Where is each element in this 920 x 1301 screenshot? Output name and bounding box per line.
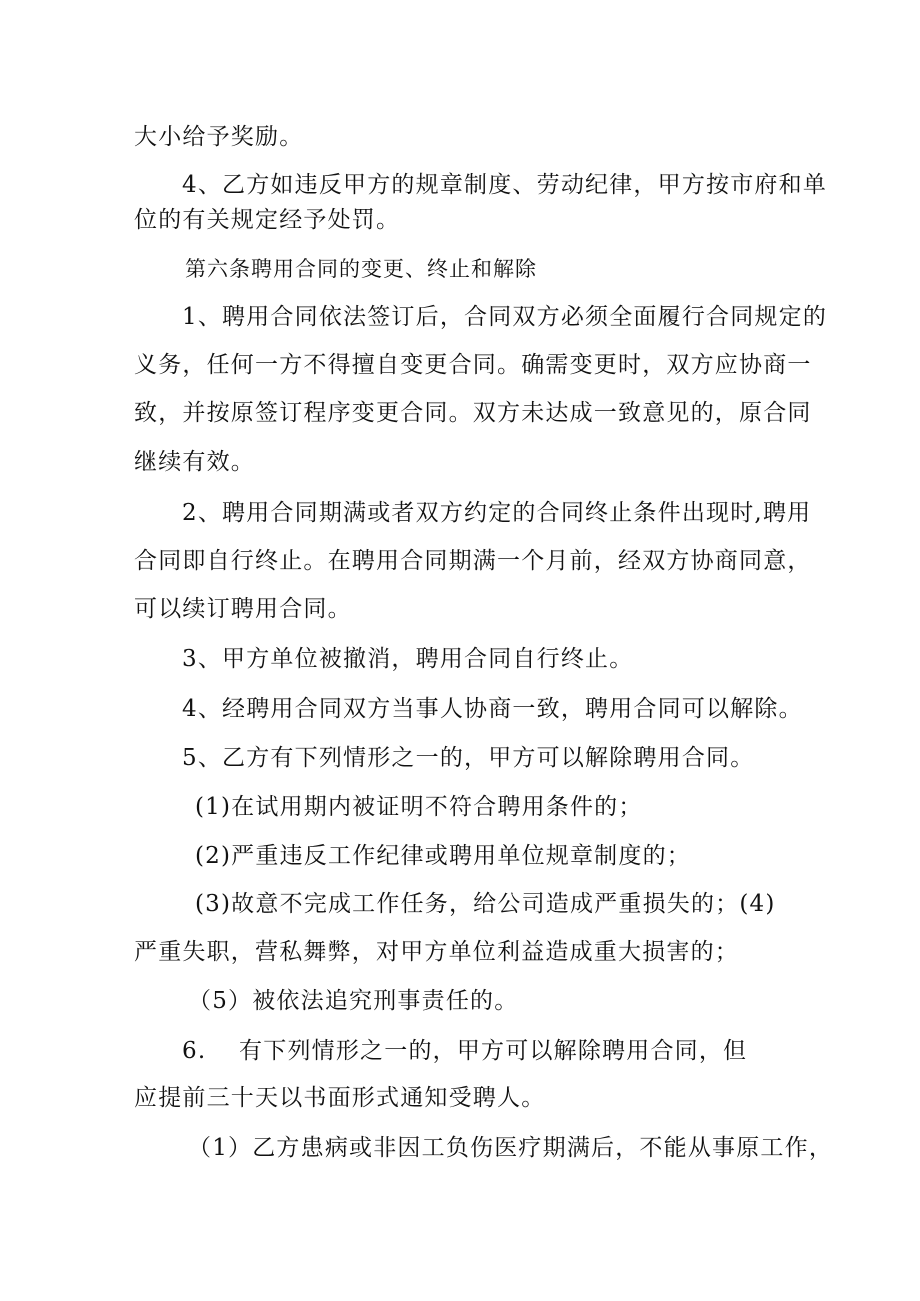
paragraph-line: 应提前三十天以书面形式通知受聘人。 <box>134 1085 546 1111</box>
paragraph-line: 大小给予奖励。 <box>134 124 304 150</box>
paragraph-line: 5、乙方有下列情形之一的，甲方可以解除聘用合同。 <box>182 745 755 771</box>
paragraph-line: 1、聘用合同依法签订后，合同双方必须全面履行合同规定的 <box>182 304 828 330</box>
paragraph-line: 4、经聘用合同双方当事人协商一致，聘用合同可以解除。 <box>182 696 803 722</box>
paragraph-line: 可以续订聘用合同。 <box>134 596 352 622</box>
paragraph-line: 4、乙方如违反甲方的规章制度、劳动纪律，甲方按市府和单 <box>182 172 828 198</box>
paragraph-line: 继续有效。 <box>134 449 255 475</box>
list-item: (2)严重违反工作纪律或聘用单位规章制度的； <box>195 843 691 869</box>
paragraph-line: 位的有关规定经予处罚。 <box>134 207 401 233</box>
list-item: （5）被依法追究刑事责任的。 <box>188 988 519 1014</box>
paragraph-line: 致，并按原签订程序变更合同。双方未达成一致意见的，原合同 <box>134 400 812 426</box>
list-item: (3)故意不完成工作任务，给公司造成严重损失的；(4) <box>195 891 776 917</box>
list-item: （1）乙方患病或非因工负伤医疗期满后，不能从事原工作， <box>188 1135 834 1161</box>
paragraph-line: 6. 有下列情形之一的，甲方可以解除聘用合同，但 <box>182 1038 748 1064</box>
paragraph-line: 2、聘用合同期满或者双方约定的合同终止条件出现时,聘用 <box>182 500 812 526</box>
paragraph-line: 合同即自行终止。在聘用合同期满一个月前，经双方协商同意， <box>134 548 812 574</box>
paragraph-line: 义务，任何一方不得擅自变更合同。确需变更时，双方应协商一 <box>134 352 812 378</box>
section-heading: 第六条聘用合同的变更、终止和解除 <box>185 257 537 281</box>
list-item: (1)在试用期内被证明不符合聘用条件的； <box>195 794 643 820</box>
paragraph-line: 3、甲方单位被撤消，聘用合同自行终止。 <box>182 646 634 672</box>
paragraph-line: 严重失职，营私舞弊，对甲方单位利益造成重大损害的； <box>134 939 739 965</box>
